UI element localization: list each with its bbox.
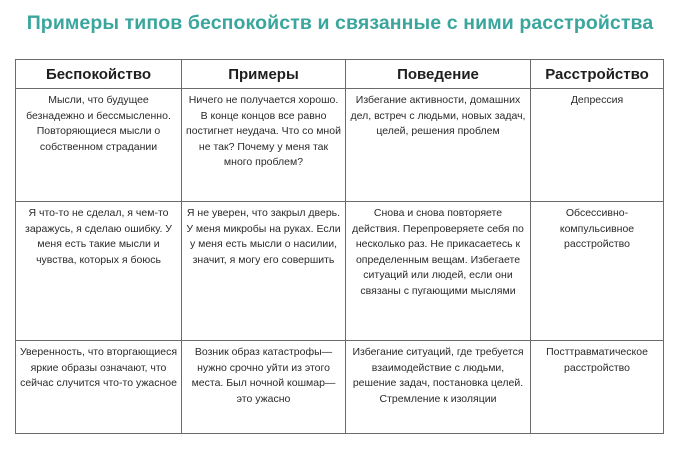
cell-examples: Ничего не получается хорошо. В конце концов все равно постигнет неудача. Что со мной не так? Почему у меня так много проблем? [182, 89, 346, 202]
cell-examples: Я не уверен, что закрыл дверь. У меня микробы на руках. Если у меня есть мысли о насилии, значит, я могу его совершить [182, 202, 346, 341]
header-disorder: Расстройство [531, 60, 664, 89]
cell-disorder: Обсессивно-компульсивное расстройство [531, 202, 664, 341]
cell-behavior: Избегание ситуаций, где требуется взаимодействие с людьми, решение задач, постановка целей. Стремление к изоляции [346, 341, 531, 434]
table-row-ocd [16, 202, 664, 341]
cell-behavior: Снова и снова повторяете действия. Перепроверяете себя по несколько раз. Не прикасаетесь к определенным вещам. Избегаете ситуаций или людей, если они связаны с пугающими мыслями [346, 202, 531, 341]
header-examples: Примеры [182, 60, 346, 89]
cell-examples: Возник образ катастрофы—нужно срочно уйти из этого места. Был ночной кошмар—это ужасно [182, 341, 346, 434]
cell-worry: Я что-то не сделал, я чем-то заражусь, я сделаю ошибку. У меня есть такие мысли и чувства, которых я боюсь [16, 202, 182, 341]
header-worry: Беспокойство [16, 60, 182, 89]
table-row-depression [16, 89, 664, 202]
table-row-ptsd [16, 341, 664, 434]
header-behavior: Поведение [346, 60, 531, 89]
cell-worry: Мысли, что будущее безнадежно и бессмысленно. Повторяющиеся мысли о собственном страдании [16, 89, 182, 202]
anxiety-disorders-table [15, 59, 664, 434]
page-title: Примеры типов беспокойств и связанные с ними расстройства [26, 12, 654, 34]
table-header-row [16, 60, 664, 89]
cell-worry: Уверенность, что вторгающиеся яркие образы означают, что сейчас случится что-то ужасное [16, 341, 182, 434]
cell-disorder: Посттравматическое расстройство [531, 341, 664, 434]
cell-behavior: Избегание активности, домашних дел, встреч с людьми, новых задач, целей, решения проблем [346, 89, 531, 202]
cell-disorder: Депрессия [531, 89, 664, 202]
